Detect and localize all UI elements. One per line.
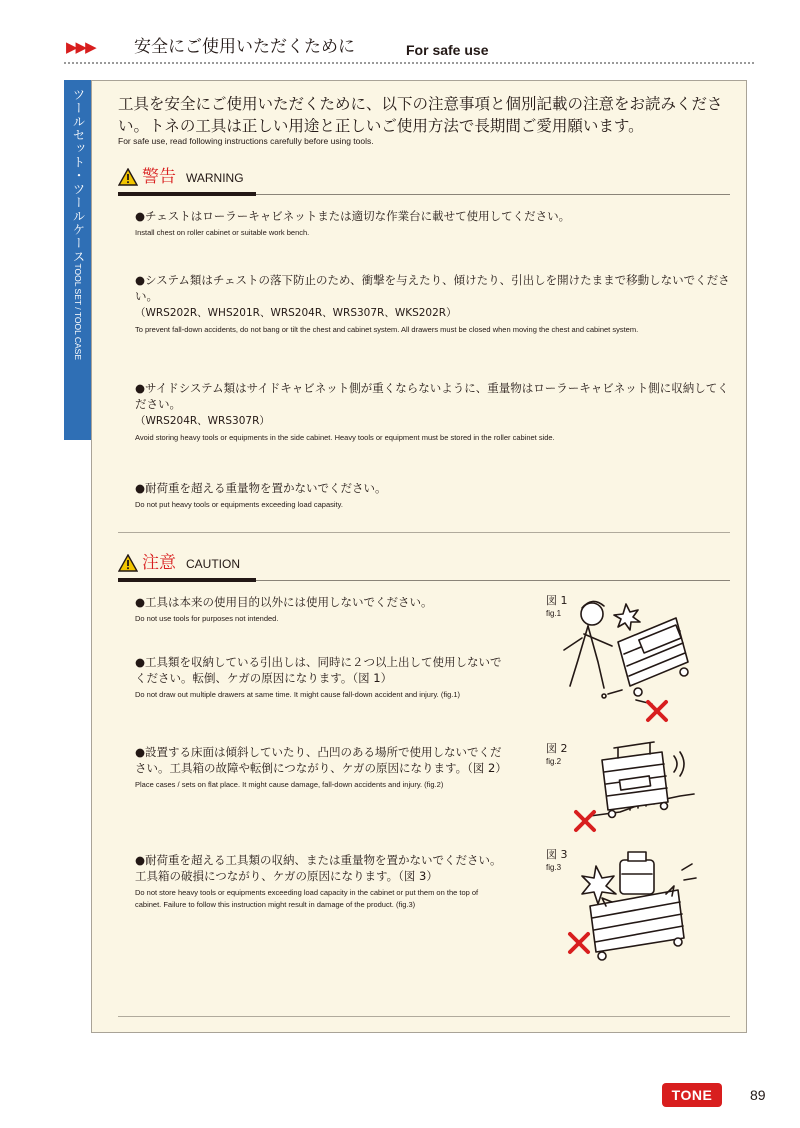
header-arrows-icon: ▶▶▶ xyxy=(66,38,95,56)
caution-heading xyxy=(118,552,730,576)
warning-triangle-icon xyxy=(118,168,138,186)
warning-item-en: Install chest on roller cabinet or suitable work bench. xyxy=(135,228,310,237)
fig2-label-en: fig.2 xyxy=(546,757,562,766)
fig3-label xyxy=(546,848,568,874)
header-title-jp: 安全にご使用いただくために xyxy=(134,37,355,57)
caution-item-jp: ●工具類を収納している引出しは、同時に２つ以上出して使用しないでください。転倒、ケガの原因になります。（図 1） xyxy=(135,655,502,685)
fig3-label-jp: 図 3 xyxy=(546,848,568,861)
caution-item-en: Do not use tools for purposes not intended. xyxy=(135,614,279,623)
caution-item-en: Do not store heavy tools or equipments exceeding load capacity in the cabinet or put them on the top of cabinet. Failure to follow this instruction might result in damage of the product. (fig.3) xyxy=(135,888,479,909)
fig3-illustration xyxy=(566,846,700,962)
warning-item xyxy=(135,208,730,239)
intro-text-jp: 工具を安全にご使用いただくために、以下の注意事項と個別記載の注意をお読みください。トネの工具は正しい用途と正しいご使用方法で長期間ご愛用願います。 xyxy=(118,95,723,135)
fig2-illustration xyxy=(570,738,696,838)
caution-item xyxy=(135,654,505,701)
warning-item-en: Do not put heavy tools or equipments exceeding load capasity. xyxy=(135,500,343,509)
warning-heading xyxy=(118,166,730,190)
fig1-illustration xyxy=(548,590,700,730)
caution-item-en: Do not draw out multiple drawers at same time. It might cause fall-down accident and injury. (fig.1) xyxy=(135,690,461,699)
side-tab-text xyxy=(66,88,90,360)
warning-label-en: WARNING xyxy=(186,171,244,185)
header-title-en: For safe use xyxy=(406,42,489,58)
section-divider xyxy=(118,532,730,533)
fig2-label-jp: 図 2 xyxy=(546,742,568,755)
caution-item xyxy=(135,852,505,911)
caution-heading-line xyxy=(256,580,730,581)
page-header xyxy=(66,34,760,60)
side-tab-jp: ツールセット・ツールケース xyxy=(71,88,86,264)
page-number: 89 xyxy=(750,1087,766,1103)
warning-label-jp: 警告 xyxy=(142,167,176,187)
header-dotted-rule xyxy=(64,62,754,64)
warning-item-en: Avoid storing heavy tools or equipments in the side cabinet. Heavy tools or equipment must be stored in the roller cabinet side. xyxy=(135,433,555,442)
warning-item-jp: ●耐荷重を超える重量物を置かないでください。 xyxy=(135,481,387,495)
caution-label-jp: 注意 xyxy=(142,553,176,573)
tone-logo: TONE xyxy=(662,1083,722,1107)
caution-heading-bar xyxy=(118,578,256,582)
caution-label-en: CAUTION xyxy=(186,557,240,571)
warning-heading-bar xyxy=(118,192,256,196)
warning-item-jp: ●チェストはローラーキャビネットまたは適切な作業台に載せて使用してください。 xyxy=(135,209,571,223)
bottom-divider xyxy=(118,1016,730,1017)
warning-item-jp: ●システム類はチェストの落下防止のため、衝撃を与えたり、傾けたり、引出しを開けたままで移動しないでください。 xyxy=(135,273,730,303)
warning-item xyxy=(135,272,730,336)
caution-item-en: Place cases / sets on flat place. It might cause damage, fall-down accidents and injury. (fig.2) xyxy=(135,780,444,789)
caution-item-jp: ●耐荷重を超える工具類の収納、または重量物を置かないでください。工具箱の破損につながり、ケガの原因になります。（図 3） xyxy=(135,853,502,883)
warning-heading-line xyxy=(256,194,730,195)
warning-item-jp: ●サイドシステム類はサイドキャビネット側が重くならないように、重量物はローラーキャビネット側に収納してください。 xyxy=(135,381,729,411)
fig3-label-en: fig.3 xyxy=(546,863,562,872)
caution-item xyxy=(135,744,505,791)
fig2-label xyxy=(546,742,568,768)
fig1-label-en: fig.1 xyxy=(546,609,562,618)
caution-item xyxy=(135,594,505,625)
caution-triangle-icon xyxy=(118,554,138,572)
side-tab xyxy=(64,80,92,440)
caution-item-jp: ●設置する床面は傾斜していたり、凸凹のある場所で使用しないでください。工具箱の故障や転倒につながり、ケガの原因になります。（図 2） xyxy=(135,745,507,775)
warning-item-models: （WRS204R、WRS307R） xyxy=(135,415,270,427)
warning-item xyxy=(135,380,730,444)
caution-item-jp: ●工具は本来の使用目的以外には使用しないでください。 xyxy=(135,595,433,609)
warning-item-models: （WRS202R、WHS201R、WRS204R、WRS307R、WKS202R） xyxy=(135,307,457,319)
intro-text-en: For safe use, read following instructions carefully before using tools. xyxy=(118,136,374,146)
warning-item xyxy=(135,480,730,511)
fig1-label-jp: 図 1 xyxy=(546,594,568,607)
warning-item-en: To prevent fall-down accidents, do not bang or tilt the chest and cabinet system. All drawers must be closed when moving the chest and cabinet system. xyxy=(135,325,639,334)
side-tab-en: TOOL SET / TOOL CASE xyxy=(73,263,83,361)
